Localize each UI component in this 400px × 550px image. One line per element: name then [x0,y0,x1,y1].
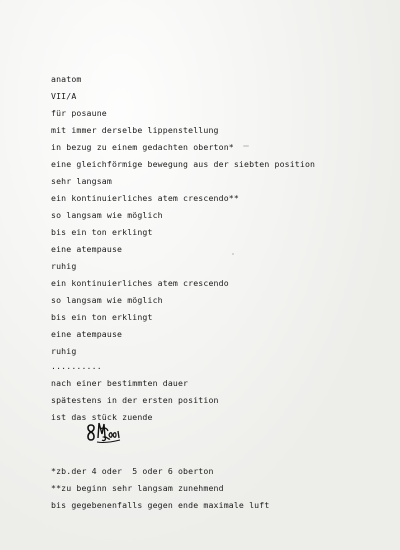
poem-line: für posaune [51,108,107,118]
poem-line: bis ein ton erklingt [51,312,153,322]
footnote: **zu beginn sehr langsam zunehmend [51,483,224,493]
poem-line: so langsam wie möglich [51,210,163,220]
footnote: bis gegebenenfalls gegen ende maximale luft [51,500,270,510]
handwritten-signature [86,418,122,446]
poem-line: mit immer derselbe lippenstellung [51,125,219,135]
poem-line: nach einer bestimmten dauer [51,378,189,388]
poem-line: eine gleichförmige bewegung aus der siebten position [51,159,316,169]
poem-line: ist das stück zuende [51,412,153,422]
paper-speck [243,145,249,147]
poem-line: in bezug zu einem gedachten oberton* [51,142,234,152]
poem-line: .......... [51,361,102,371]
poem-title: anatom [51,74,82,84]
poem-line: sehr langsam [51,176,112,186]
poem-line: ruhig [51,261,77,271]
poem-line: ruhig [51,346,77,356]
poem-number: VII/A [51,91,77,101]
paper-speck [232,253,234,255]
poem-line: ein kontinuierliches atem crescendo** [51,193,239,203]
poem-line: spätestens in der ersten position [51,395,219,405]
poem-line: eine atempause [51,329,123,339]
poem-line: bis ein ton erklingt [51,227,153,237]
poem-line: so langsam wie möglich [51,295,163,305]
footnote: *zb.der 4 oder 5 oder 6 oberton [51,466,214,476]
poem-line: eine atempause [51,244,123,254]
poem-line: ein kontinuierliches atem crescendo [51,278,229,288]
